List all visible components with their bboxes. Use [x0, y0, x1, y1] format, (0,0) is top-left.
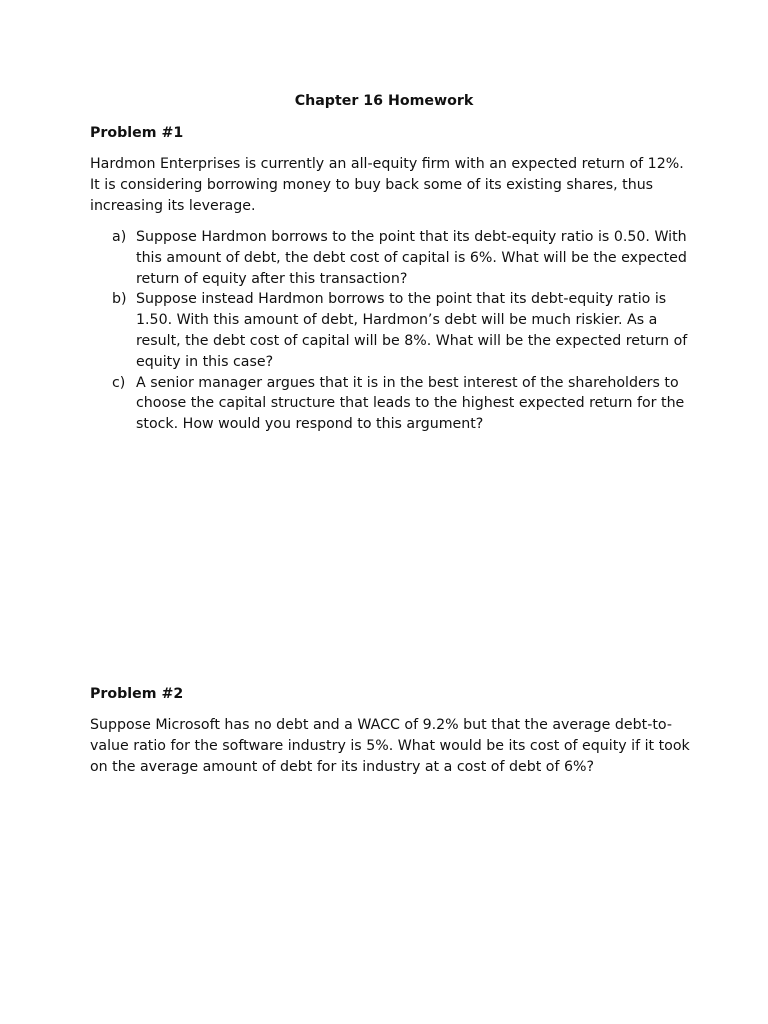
problem-1-heading: Problem #1 [90, 125, 184, 141]
list-item-marker: b) [112, 291, 127, 308]
list-item-text: Suppose instead Hardmon borrows to the point that its debt-equity ratio is 1.50. With this amount of debt, Hardmon’s debt will be much riskier. As a result, the debt cost of capital will be 8%. What will be the expected return of equity in this case? [136, 291, 688, 370]
list-item-text: Suppose Hardmon borrows to the point that its debt-equity ratio is 0.50. With this amount of debt, the debt cost of capital is 6%. What will be the expected return of equity after this transaction? [136, 229, 687, 287]
list-item-marker: a) [112, 229, 127, 245]
problem-1-body: Hardmon Enterprises is currently an all-equity firm with an expected return of 12%. It is considering borrowing money to buy back some of its existing shares, thus increasing its leverage. [90, 156, 684, 214]
problem-2-body: Suppose Microsoft has no debt and a WACC of 9.2% but that the average debt-to-value ratio for the software industry is 5%. What would be its cost of equity if it took on the average amount of debt for its industry at a cost of debt of 6%? [90, 717, 690, 775]
list-item [112, 373, 692, 435]
problem-2-heading: Problem #2 [90, 686, 184, 702]
document-title: Chapter 16 Homework [294, 93, 474, 109]
list-item [112, 289, 692, 372]
list-item-marker: c) [112, 374, 126, 391]
list-item [112, 227, 692, 289]
list-item-text: A senior manager argues that it is in the best interest of the shareholders to choose the capital structure that leads to the highest expected return for the stock. How would you respond to this argument? [136, 374, 685, 433]
problem-1-question-list [112, 227, 692, 435]
